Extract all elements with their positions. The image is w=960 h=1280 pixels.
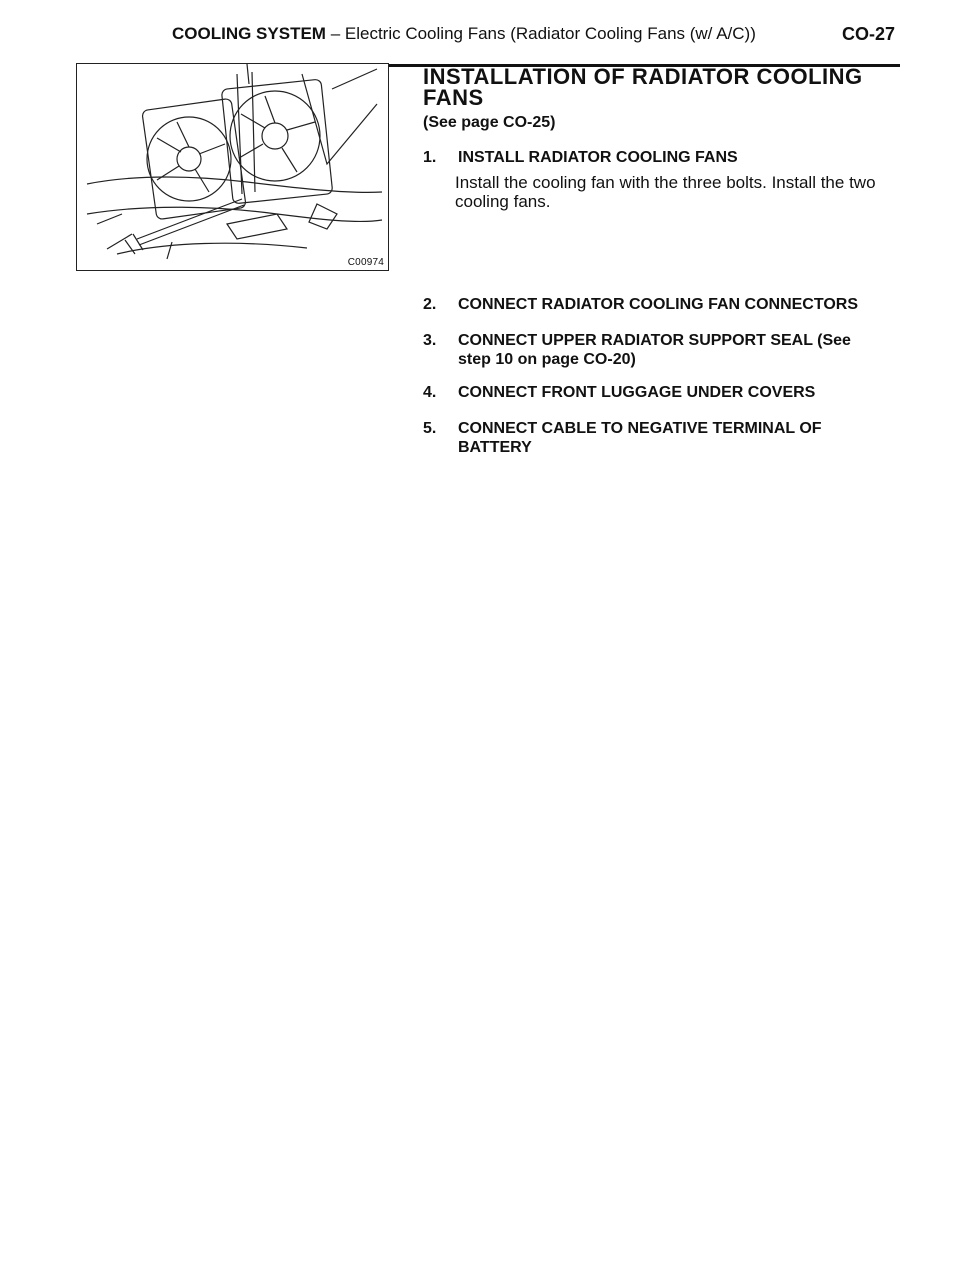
- see-page-reference: (See page CO-25): [423, 114, 556, 131]
- step-number: 4.: [423, 384, 437, 401]
- step-1-description: Install the cooling fan with the three bolts. Install the two cooling fans.: [455, 173, 876, 211]
- step-text: CONNECT UPPER RADIATOR SUPPORT SEAL (See step 10 on page CO-20): [458, 332, 851, 368]
- step-number: 5.: [423, 420, 437, 437]
- step-text: CONNECT FRONT LUGGAGE UNDER COVERS: [458, 384, 816, 401]
- step-number: 2.: [423, 296, 437, 313]
- figure-code: C00974: [347, 257, 384, 268]
- section-title: INSTALLATION OF RADIATOR COOLING FANS: [423, 64, 863, 110]
- header-subtitle: – Electric Cooling Fans (Radiator Cooling Fans (w/ A/C)): [325, 24, 756, 43]
- step-text: CONNECT RADIATOR COOLING FAN CONNECTORS: [458, 296, 859, 313]
- header-system: COOLING SYSTEM: [172, 24, 326, 43]
- step-number: 3.: [423, 332, 437, 349]
- page-header: [0, 18, 960, 48]
- step-text: INSTALL RADIATOR COOLING FANS: [458, 149, 738, 166]
- page-number: CO-27: [842, 24, 896, 44]
- step-number: 1.: [423, 149, 437, 166]
- step-text: CONNECT CABLE TO NEGATIVE TERMINAL OF BATTERY: [458, 420, 822, 456]
- cooling-fan-illustration: [76, 63, 389, 271]
- header-title: [172, 24, 756, 44]
- fan-drawing: [77, 64, 388, 270]
